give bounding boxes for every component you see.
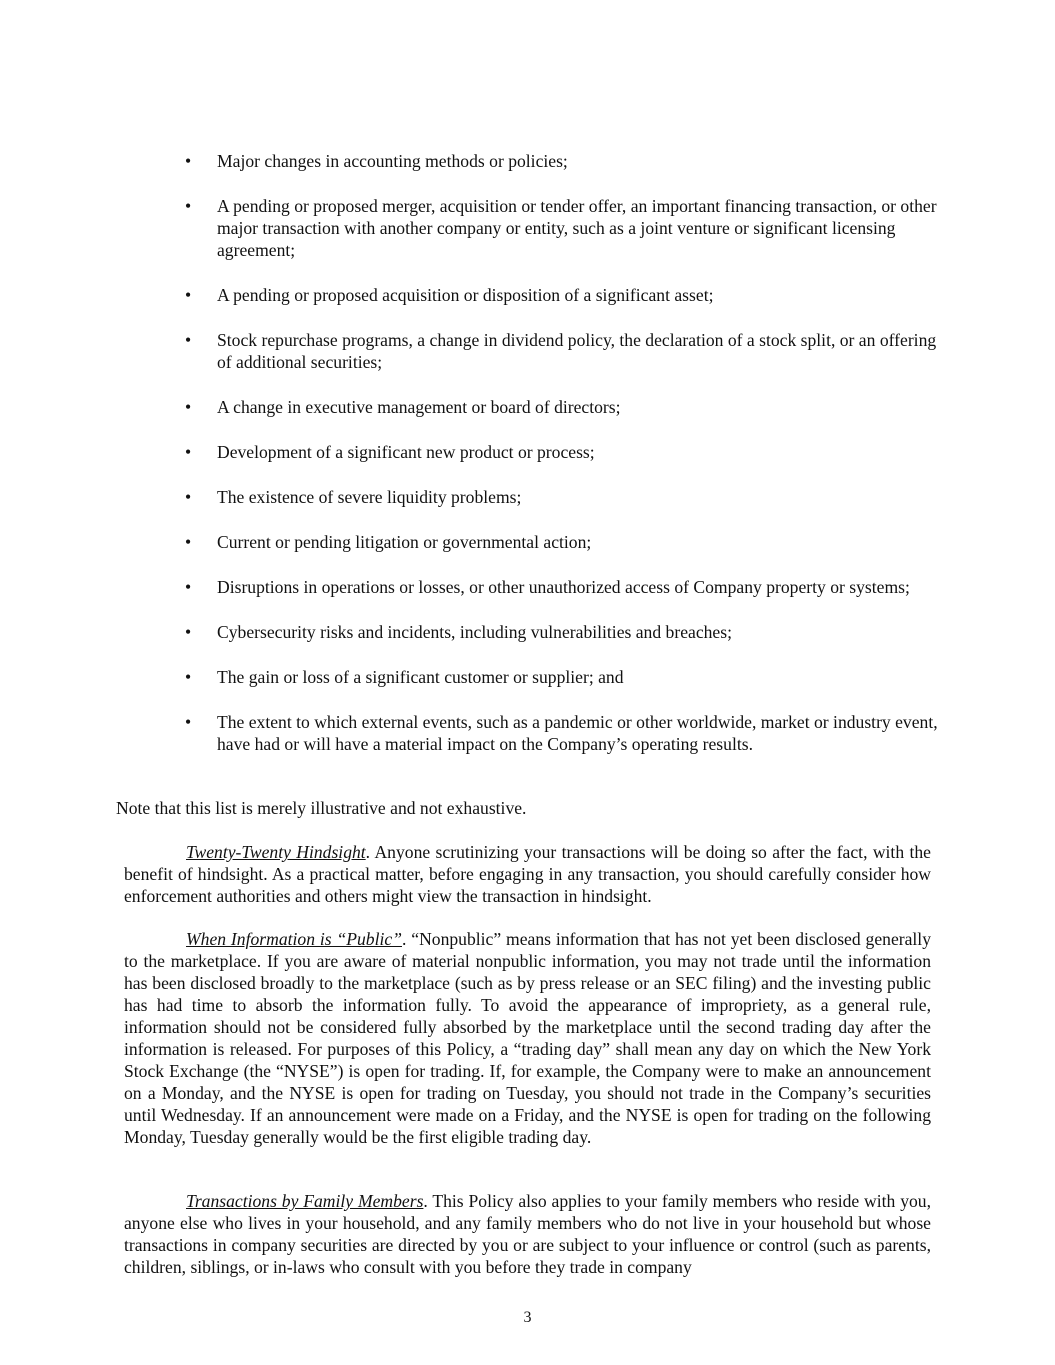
bullet-icon: •: [185, 151, 192, 171]
list-item: [185, 329, 945, 373]
family-members-paragraph: [124, 1190, 931, 1278]
list-item: [185, 576, 945, 598]
family-members-body: . This Policy also applies to your family members who reside with you, anyone else who lives in your household, and any family members who do not live in your household but whose transactions in company securities are directed by you or are subject to your influence or control (such as parents, children, siblings, or in-laws who consult with you before they trade in company: [124, 1191, 931, 1277]
page-number: 3: [523, 1309, 532, 1326]
list-item: [185, 441, 945, 463]
bullet-icon: •: [185, 442, 192, 462]
list-note: Note that this list is merely illustrative and not exhaustive.: [116, 798, 527, 818]
material-information-list: [185, 150, 945, 778]
family-members-heading: Transactions by Family Members: [186, 1191, 424, 1211]
list-item-text: Disruptions in operations or losses, or other unauthorized access of Company property or systems;: [217, 577, 910, 597]
list-item-text: Development of a significant new product or process;: [217, 442, 595, 462]
list-item: [185, 621, 945, 643]
list-item: [185, 396, 945, 418]
bullet-icon: •: [185, 622, 192, 642]
public-information-heading: When Information is “Public”: [186, 929, 402, 949]
list-item-text: Cybersecurity risks and incidents, including vulnerabilities and breaches;: [217, 622, 732, 642]
hindsight-body: . Anyone scrutinizing your transactions will be doing so after the fact, with the benefit of hindsight. As a practical matter, before engaging in any transaction, you should carefully consider how enforcement authorities and others might view the transaction in hindsight.: [124, 842, 931, 906]
list-item: [185, 284, 945, 306]
list-item: [185, 666, 945, 688]
list-item: [185, 195, 945, 261]
bullet-icon: •: [185, 532, 192, 552]
list-item: [185, 150, 945, 172]
hindsight-heading: Twenty-Twenty Hindsight: [186, 842, 366, 862]
bullet-icon: •: [185, 712, 192, 732]
bullet-icon: •: [185, 196, 192, 216]
list-item-text: Current or pending litigation or governmental action;: [217, 532, 592, 552]
list-item-text: The gain or loss of a significant customer or supplier; and: [217, 667, 624, 687]
list-item: [185, 711, 945, 755]
hindsight-paragraph: [124, 841, 931, 907]
list-item-text: The existence of severe liquidity problems;: [217, 487, 522, 507]
list-item-text: The extent to which external events, such as a pandemic or other worldwide, market or industry event, have had or will have a material impact on the Company’s operating results.: [217, 712, 938, 754]
list-item-text: Stock repurchase programs, a change in dividend policy, the declaration of a stock split, or an offering of additional securities;: [217, 330, 937, 372]
bullet-icon: •: [185, 667, 192, 687]
bullet-icon: •: [185, 577, 192, 597]
list-item-text: A pending or proposed merger, acquisition or tender offer, an important financing transaction, or other major transaction with another company or entity, such as a joint venture or significant licensing agreement;: [217, 196, 937, 260]
list-item-text: A pending or proposed acquisition or disposition of a significant asset;: [217, 285, 714, 305]
bullet-icon: •: [185, 397, 192, 417]
list-item: [185, 486, 945, 508]
list-item: [185, 531, 945, 553]
public-information-paragraph: [124, 928, 931, 1148]
bullet-icon: •: [185, 487, 192, 507]
list-item-text: Major changes in accounting methods or policies;: [217, 151, 568, 171]
bullet-icon: •: [185, 285, 192, 305]
list-item-text: A change in executive management or board of directors;: [217, 397, 621, 417]
bullet-icon: •: [185, 330, 192, 350]
public-information-body: . “Nonpublic” means information that has not yet been disclosed generally to the marketplace. If you are aware of material nonpublic information, you may not trade until the information has been disclosed broadly to the marketplace (such as by press release or an SEC filing) and the investing public has had time to absorb the information fully. To avoid the appearance of impropriety, as a general rule, information should not be considered fully absorbed by the marketplace until the second trading day after the information is released. For purposes of this Policy, a “trading day” shall mean any day on which the New York Stock Exchange (the “NYSE”) is open for trading. If, for example, the Company were to make an announcement on a Monday, and the NYSE is open for trading on Tuesday, you should not trade in the Company’s securities until Wednesday. If an announcement were made on a Friday, and the NYSE is open for trading on the following Monday, Tuesday generally would be the first eligible trading day.: [124, 929, 931, 1147]
